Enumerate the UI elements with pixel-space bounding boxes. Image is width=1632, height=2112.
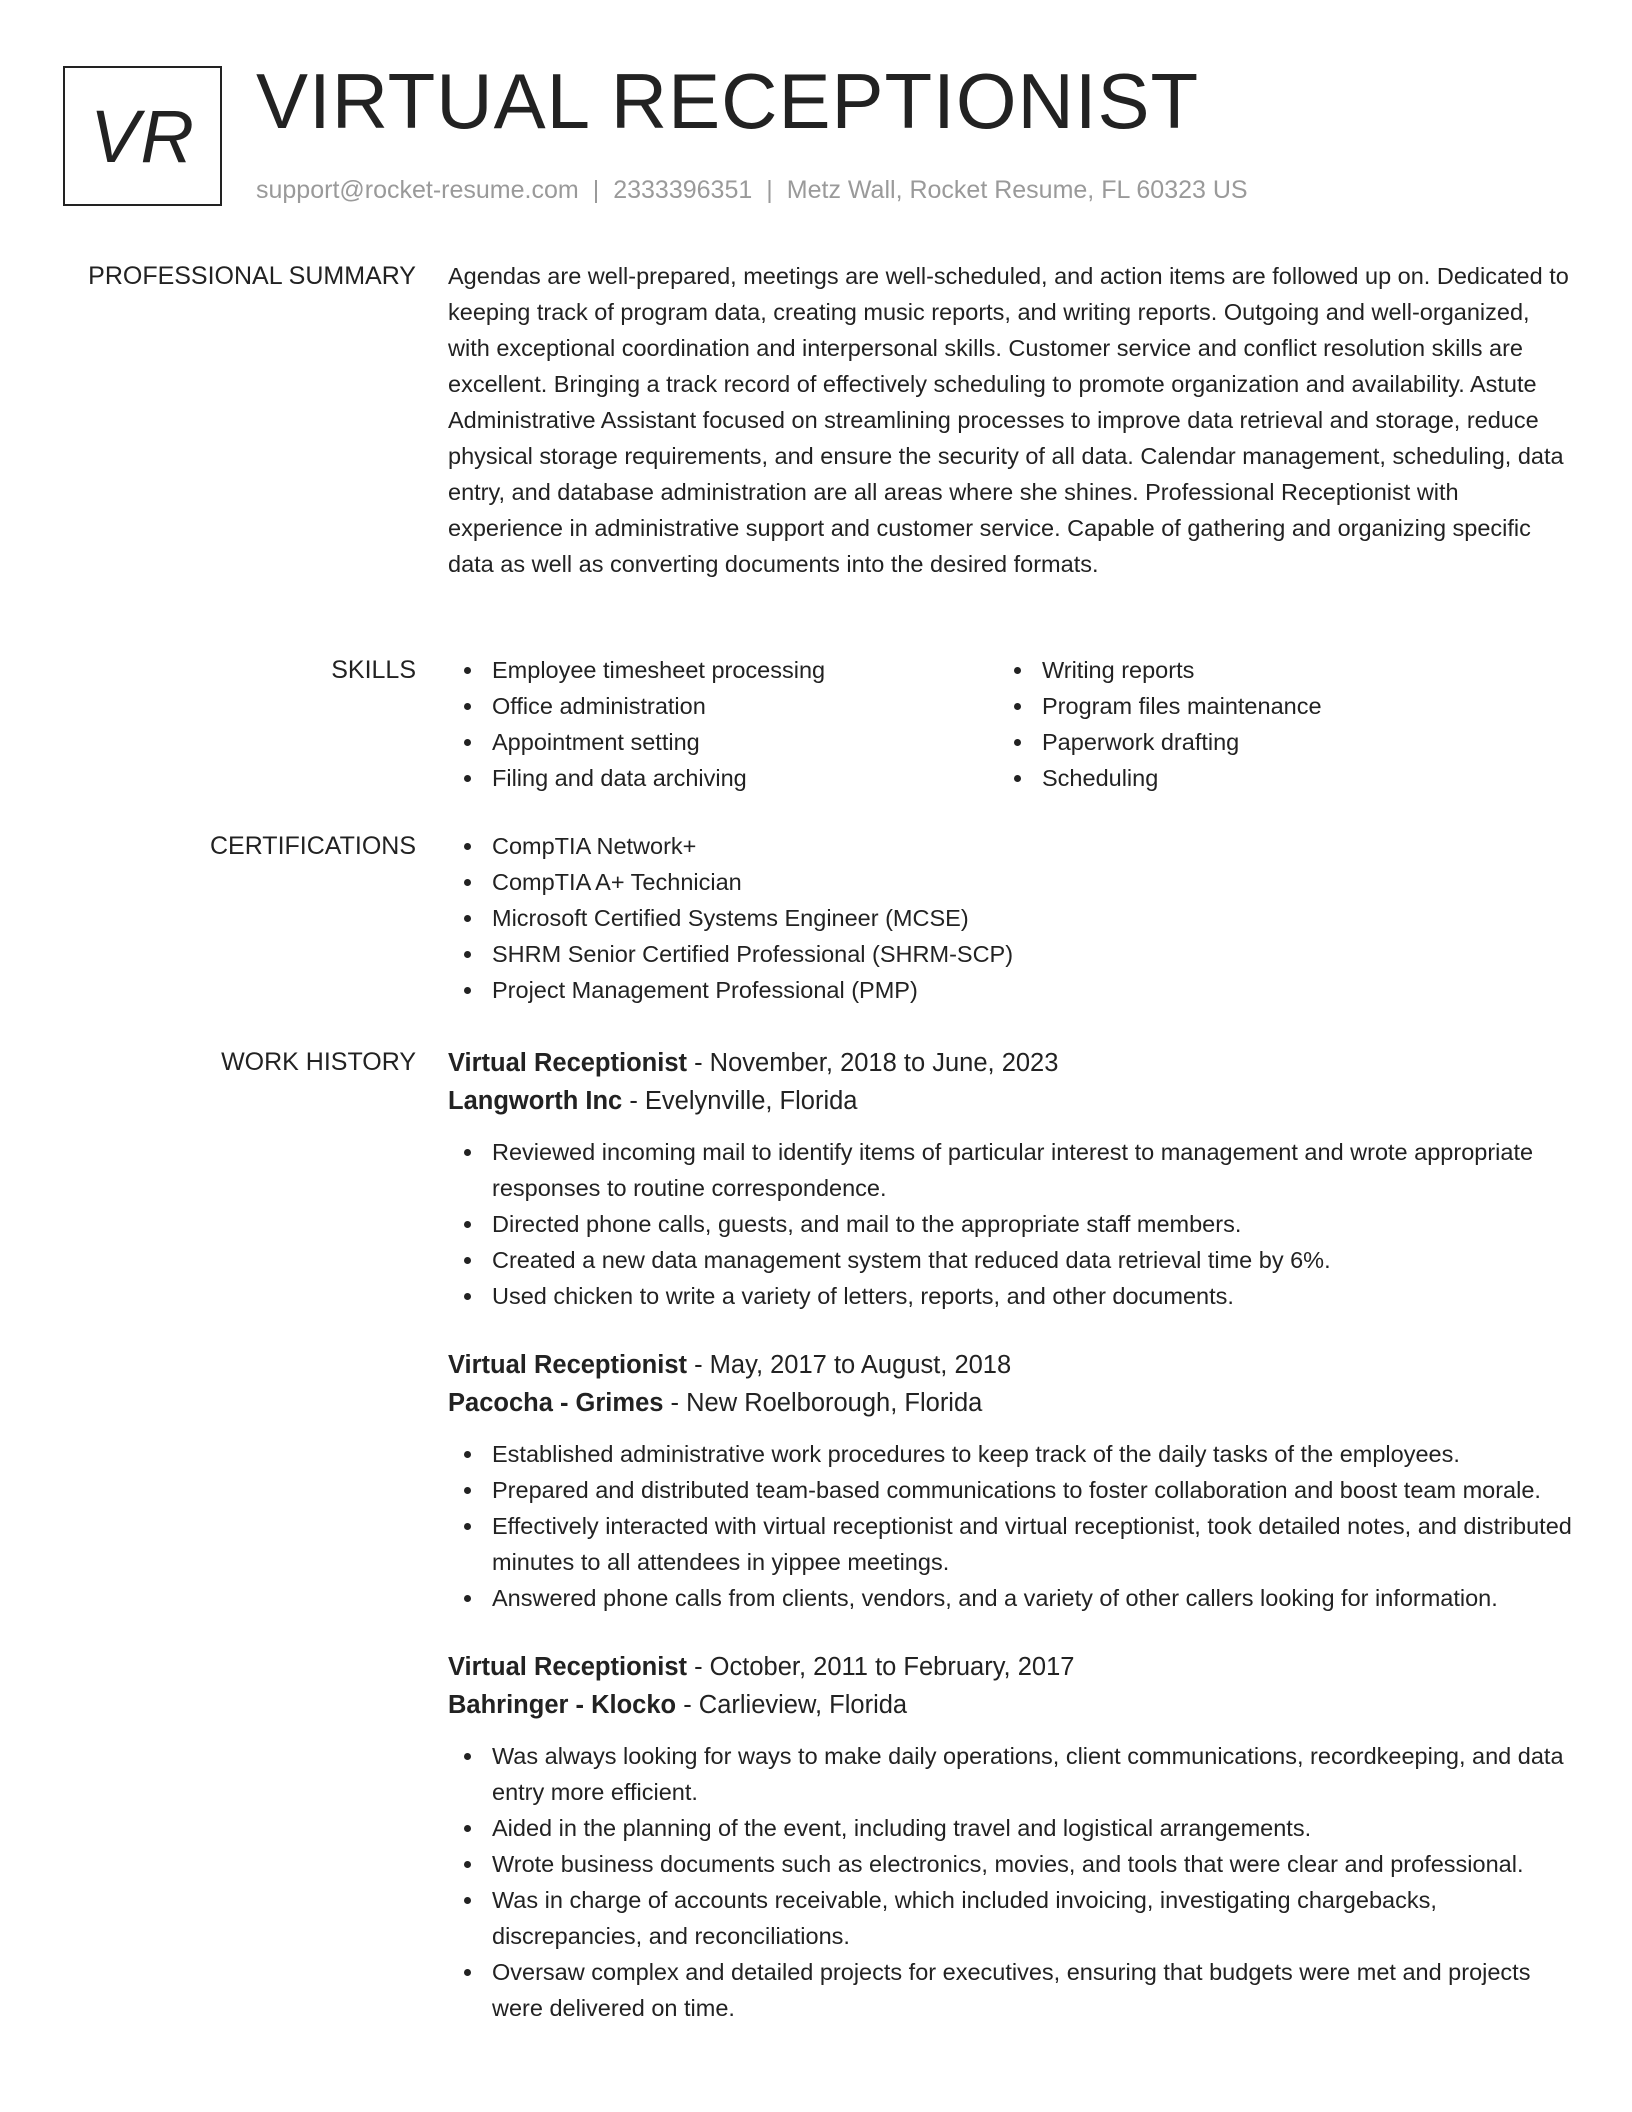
job-entry	[448, 1346, 1572, 1616]
job-dates: - May, 2017 to August, 2018	[687, 1351, 1012, 1379]
summary-text: Agendas are well-prepared, meetings are well-scheduled, and action items are followed up on. Dedicated to keeping track of program data, creating music reports, and writing reports. Outgoing and well-organized, with exceptional coordination and interpersonal skills. Customer service and conflict resolution skills are excellent. Bringing a track record of effectively scheduling to promote organization and availability. Astute Administrative Assistant focused on streamlining processes to improve data retrieval and storage, reduce physical storage requirements, and ensure the security of all data. Calendar management, scheduling, data entry, and database administration are all areas where she shines. Professional Receptionist with experience in administrative support and customer service. Capable of gathering and organizing specific data as well as converting documents into the desired formats.	[448, 263, 1569, 577]
job-bullet: Reviewed incoming mail to identify items of particular interest to management and wrote appropriate responses to routine correspondence.	[448, 1134, 1572, 1206]
job-bullet: Used chicken to write a variety of letters, reports, and other documents.	[448, 1278, 1572, 1314]
contact-separator: |	[766, 176, 773, 204]
job-title-line	[448, 1648, 1572, 1686]
contact-separator: |	[592, 176, 600, 204]
job-bullet: Effectively interacted with virtual receptionist and virtual receptionist, took detailed notes, and distributed minutes to all attendees in yippee meetings.	[448, 1508, 1572, 1580]
certification-item: SHRM Senior Certified Professional (SHRM-SCP)	[448, 936, 1572, 972]
job-location: - Carlieview, Florida	[676, 1691, 908, 1719]
job-bullet: Established administrative work procedures to keep track of the daily tasks of the employees.	[448, 1436, 1572, 1472]
work-history-body	[448, 1044, 1572, 2058]
job-title-line	[448, 1346, 1572, 1384]
resume-name: VIRTUAL RECEPTIONIST	[256, 57, 1200, 145]
job-company: Bahringer - Klocko	[448, 1691, 677, 1719]
job-company-line	[448, 1384, 1572, 1422]
job-bullet: Oversaw complex and detailed projects for executives, ensuring that budgets were met and projects were delivered on time.	[448, 1954, 1572, 2026]
job-title: Virtual Receptionist	[448, 1351, 688, 1379]
job-bullet: Was always looking for ways to make daily operations, client communications, recordkeeping, and data entry more efficient.	[448, 1738, 1572, 1810]
job-entry	[448, 1044, 1572, 1314]
summary-body	[448, 258, 1572, 582]
skill-item: Employee timesheet processing	[448, 652, 998, 688]
job-bullet: Created a new data management system that reduced data retrieval time by 6%.	[448, 1242, 1572, 1278]
contact-phone[interactable]: 2333396351	[613, 176, 753, 204]
section-label-work-history: WORK HISTORY	[221, 1048, 416, 1076]
skill-item: Writing reports	[998, 652, 1548, 688]
section-label-summary: PROFESSIONAL SUMMARY	[88, 262, 416, 290]
job-entry	[448, 1648, 1572, 2026]
job-title: Virtual Receptionist	[448, 1653, 688, 1681]
section-label-skills: SKILLS	[331, 656, 416, 684]
skills-body	[448, 652, 1572, 796]
job-title-line	[448, 1044, 1572, 1082]
certification-item: Project Management Professional (PMP)	[448, 972, 1572, 1008]
job-bullet: Directed phone calls, guests, and mail to the appropriate staff members.	[448, 1206, 1572, 1242]
skills-column-1	[448, 652, 998, 796]
skill-item: Appointment setting	[448, 724, 998, 760]
job-location: - New Roelborough, Florida	[663, 1389, 983, 1417]
job-company-line	[448, 1686, 1572, 1724]
skill-item: Program files maintenance	[998, 688, 1548, 724]
certifications-list	[448, 828, 1572, 1008]
job-company: Pacocha - Grimes	[448, 1389, 664, 1417]
job-bullet: Wrote business documents such as electronics, movies, and tools that were clear and professional.	[448, 1846, 1572, 1882]
skills-column-2	[998, 652, 1548, 796]
job-dates: - October, 2011 to February, 2017	[687, 1653, 1075, 1681]
job-bullet: Answered phone calls from clients, vendors, and a variety of other callers looking for information.	[448, 1580, 1572, 1616]
skill-item: Filing and data archiving	[448, 760, 998, 796]
monogram-initials: VR	[90, 94, 195, 178]
skill-item: Paperwork drafting	[998, 724, 1548, 760]
job-bullet: Prepared and distributed team-based communications to foster collaboration and boost team morale.	[448, 1472, 1572, 1508]
section-label-certifications: CERTIFICATIONS	[209, 832, 416, 860]
job-dates: - November, 2018 to June, 2023	[687, 1049, 1059, 1077]
job-company-line	[448, 1082, 1572, 1120]
job-title: Virtual Receptionist	[448, 1049, 688, 1077]
job-bullets	[448, 1738, 1572, 2026]
job-bullets	[448, 1436, 1572, 1616]
contact-email[interactable]: support@rocket-resume.com	[256, 176, 579, 204]
certification-item: Microsoft Certified Systems Engineer (MCSE)	[448, 900, 1572, 936]
job-company: Langworth Inc	[448, 1087, 623, 1115]
job-bullet: Aided in the planning of the event, including travel and logistical arrangements.	[448, 1810, 1572, 1846]
job-bullet: Was in charge of accounts receivable, which included invoicing, investigating chargebacks, discrepancies, and reconciliations.	[448, 1882, 1572, 1954]
skill-item: Office administration	[448, 688, 998, 724]
certification-item: CompTIA Network+	[448, 828, 1572, 864]
monogram-box	[63, 66, 222, 206]
certification-item: CompTIA A+ Technician	[448, 864, 1572, 900]
contact-address: Metz Wall, Rocket Resume, FL 60323 US	[786, 176, 1248, 204]
certifications-body	[448, 828, 1572, 1008]
contact-line	[256, 174, 1248, 206]
skill-item: Scheduling	[998, 760, 1548, 796]
job-bullets	[448, 1134, 1572, 1314]
job-location: - Evelynville, Florida	[622, 1087, 858, 1115]
